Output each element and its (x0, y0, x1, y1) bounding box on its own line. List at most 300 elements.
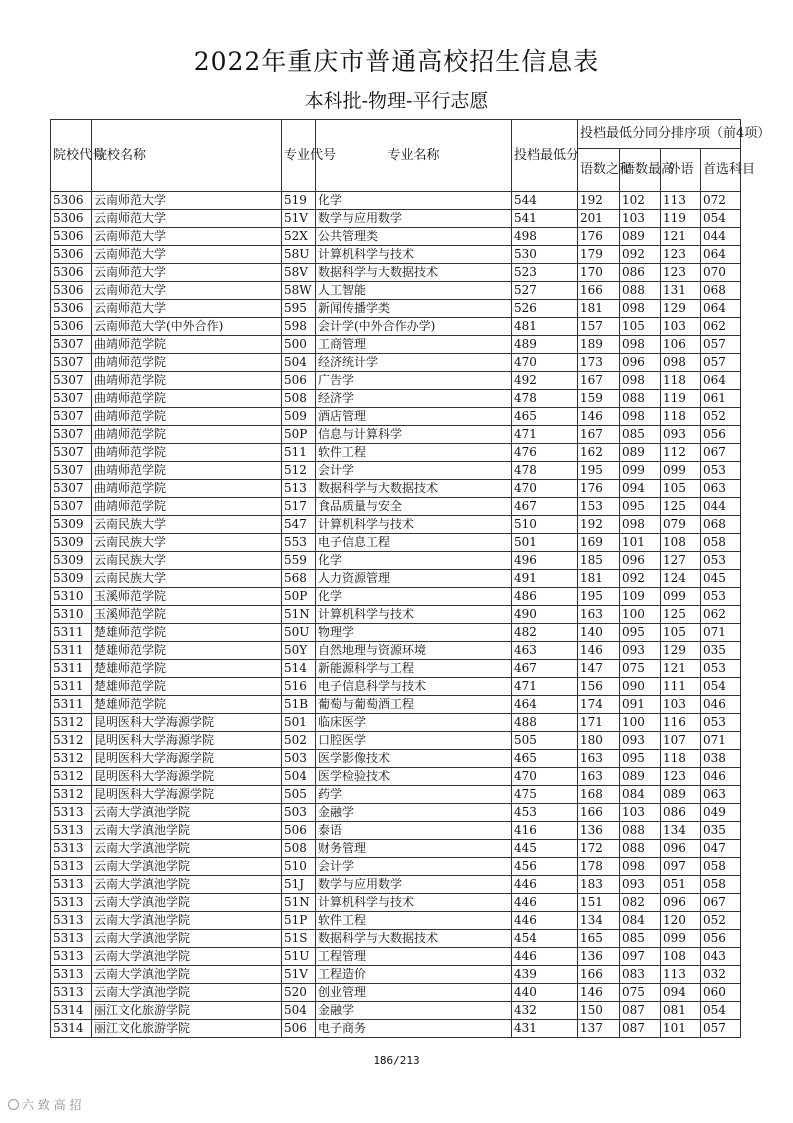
cell-school-name: 曲靖师范学院 (92, 462, 282, 480)
cell-school-name: 云南师范大学 (92, 282, 282, 300)
cell-school-code: 5307 (51, 426, 92, 444)
cell-english: 108 (661, 948, 701, 966)
cell-school-code: 5311 (51, 678, 92, 696)
cell-yushu-sum: 140 (578, 624, 620, 642)
cell-yushu-sum: 169 (578, 534, 620, 552)
cell-yushu-max: 109 (620, 588, 661, 606)
cell-yushu-sum: 195 (578, 588, 620, 606)
cell-major-name: 临床医学 (316, 714, 512, 732)
cell-school-name: 云南大学滇池学院 (92, 840, 282, 858)
cell-first-subject: 053 (701, 552, 741, 570)
cell-major-name: 广告学 (316, 372, 512, 390)
cell-major-code: 51V (282, 210, 316, 228)
cell-school-name: 云南师范大学 (92, 228, 282, 246)
cell-yushu-sum: 146 (578, 642, 620, 660)
cell-major-code: 50P (282, 588, 316, 606)
cell-yushu-max: 088 (620, 282, 661, 300)
cell-yushu-sum: 163 (578, 750, 620, 768)
header-major-code: 专业代号 (282, 120, 316, 192)
cell-first-subject: 052 (701, 912, 741, 930)
cell-yushu-sum: 174 (578, 696, 620, 714)
cell-min-score: 492 (512, 372, 578, 390)
header-english: 外语 (661, 149, 701, 192)
cell-yushu-max: 093 (620, 642, 661, 660)
table-row (51, 534, 741, 552)
cell-yushu-max: 099 (620, 462, 661, 480)
table-row (51, 246, 741, 264)
cell-school-code: 5309 (51, 534, 92, 552)
cell-yushu-sum: 201 (578, 210, 620, 228)
cell-major-code: 51P (282, 912, 316, 930)
cell-min-score: 464 (512, 696, 578, 714)
document-title: 2022年重庆市普通高校招生信息表 (193, 47, 600, 76)
cell-yushu-sum: 166 (578, 804, 620, 822)
cell-min-score: 470 (512, 480, 578, 498)
cell-english: 098 (661, 354, 701, 372)
cell-yushu-sum: 151 (578, 894, 620, 912)
cell-major-name: 工程造价 (316, 966, 512, 984)
cell-school-name: 云南大学滇池学院 (92, 912, 282, 930)
cell-min-score: 478 (512, 462, 578, 480)
cell-yushu-sum: 146 (578, 984, 620, 1002)
cell-yushu-sum: 153 (578, 498, 620, 516)
cell-school-name: 楚雄师范学院 (92, 678, 282, 696)
cell-min-score: 486 (512, 588, 578, 606)
cell-yushu-max: 088 (620, 390, 661, 408)
cell-school-name: 云南大学滇池学院 (92, 984, 282, 1002)
cell-school-name: 云南大学滇池学院 (92, 930, 282, 948)
cell-english: 108 (661, 534, 701, 552)
cell-major-name: 金融学 (316, 1002, 512, 1020)
cell-first-subject: 052 (701, 408, 741, 426)
watermark-text: 六 致 高 招 (22, 1098, 82, 1112)
cell-school-code: 5307 (51, 336, 92, 354)
cell-yushu-max: 089 (620, 444, 661, 462)
cell-school-name: 云南大学滇池学院 (92, 948, 282, 966)
cell-english: 118 (661, 372, 701, 390)
cell-school-name: 昆明医科大学海源学院 (92, 714, 282, 732)
cell-major-code: 503 (282, 804, 316, 822)
cell-school-code: 5313 (51, 948, 92, 966)
cell-major-name: 计算机科学与技术 (316, 606, 512, 624)
cell-yushu-max: 075 (620, 660, 661, 678)
header-min-score: 投档最低分 (512, 120, 578, 192)
cell-first-subject: 064 (701, 300, 741, 318)
cell-yushu-max: 097 (620, 948, 661, 966)
cell-first-subject: 032 (701, 966, 741, 984)
cell-school-name: 云南民族大学 (92, 570, 282, 588)
cell-major-code: 514 (282, 660, 316, 678)
cell-english: 119 (661, 390, 701, 408)
table-row (51, 282, 741, 300)
table-row (51, 408, 741, 426)
cell-school-code: 5306 (51, 246, 92, 264)
cell-first-subject: 068 (701, 516, 741, 534)
cell-school-code: 5309 (51, 552, 92, 570)
cell-school-code: 5312 (51, 714, 92, 732)
cell-yushu-max: 092 (620, 570, 661, 588)
table-row (51, 948, 741, 966)
cell-major-code: 50P (282, 426, 316, 444)
page-number: 186/213 (373, 1054, 420, 1067)
cell-english: 131 (661, 282, 701, 300)
cell-major-name: 食品质量与安全 (316, 498, 512, 516)
cell-first-subject: 061 (701, 390, 741, 408)
cell-yushu-max: 098 (620, 408, 661, 426)
table-row (51, 426, 741, 444)
cell-min-score: 482 (512, 624, 578, 642)
cell-major-name: 泰语 (316, 822, 512, 840)
cell-first-subject: 035 (701, 642, 741, 660)
cell-school-code: 5312 (51, 786, 92, 804)
cell-school-code: 5311 (51, 696, 92, 714)
table-row (51, 678, 741, 696)
cell-first-subject: 067 (701, 894, 741, 912)
cell-min-score: 439 (512, 966, 578, 984)
cell-yushu-max: 098 (620, 516, 661, 534)
cell-english: 113 (661, 192, 701, 210)
cell-yushu-max: 086 (620, 264, 661, 282)
cell-school-name: 曲靖师范学院 (92, 426, 282, 444)
table-row (51, 732, 741, 750)
cell-first-subject: 068 (701, 282, 741, 300)
cell-major-code: 51J (282, 876, 316, 894)
cell-school-name: 云南大学滇池学院 (92, 804, 282, 822)
cell-english: 118 (661, 408, 701, 426)
cell-school-code: 5313 (51, 894, 92, 912)
cell-min-score: 467 (512, 660, 578, 678)
cell-major-code: 504 (282, 768, 316, 786)
cell-major-code: 547 (282, 516, 316, 534)
cell-yushu-max: 085 (620, 426, 661, 444)
cell-school-code: 5307 (51, 372, 92, 390)
cell-min-score: 527 (512, 282, 578, 300)
table-row (51, 786, 741, 804)
cell-school-code: 5312 (51, 768, 92, 786)
cell-major-name: 软件工程 (316, 912, 512, 930)
cell-english: 112 (661, 444, 701, 462)
cell-major-name: 软件工程 (316, 444, 512, 462)
cell-first-subject: 056 (701, 426, 741, 444)
cell-english: 124 (661, 570, 701, 588)
cell-first-subject: 053 (701, 714, 741, 732)
cell-major-code: 505 (282, 786, 316, 804)
cell-major-name: 电子商务 (316, 1020, 512, 1038)
cell-yushu-max: 088 (620, 822, 661, 840)
cell-school-code: 5311 (51, 642, 92, 660)
cell-yushu-sum: 162 (578, 444, 620, 462)
cell-yushu-sum: 163 (578, 768, 620, 786)
cell-yushu-max: 103 (620, 210, 661, 228)
cell-first-subject: 049 (701, 804, 741, 822)
table-row (51, 750, 741, 768)
cell-school-code: 5309 (51, 570, 92, 588)
table-row (51, 804, 741, 822)
table-row (51, 192, 741, 210)
cell-first-subject: 060 (701, 984, 741, 1002)
cell-english: 134 (661, 822, 701, 840)
cell-school-code: 5312 (51, 750, 92, 768)
cell-major-name: 葡萄与葡萄酒工程 (316, 696, 512, 714)
table-row (51, 480, 741, 498)
cell-school-code: 5313 (51, 840, 92, 858)
cell-school-code: 5310 (51, 606, 92, 624)
cell-english: 099 (661, 930, 701, 948)
table-row (51, 300, 741, 318)
cell-school-name: 云南大学滇池学院 (92, 966, 282, 984)
cell-yushu-max: 105 (620, 318, 661, 336)
cell-major-name: 会计学 (316, 462, 512, 480)
cell-major-code: 51N (282, 894, 316, 912)
cell-yushu-sum: 157 (578, 318, 620, 336)
cell-first-subject: 044 (701, 228, 741, 246)
cell-min-score: 446 (512, 912, 578, 930)
cell-yushu-sum: 167 (578, 426, 620, 444)
cell-major-code: 58U (282, 246, 316, 264)
header-school-code: 院校代号 (51, 120, 92, 192)
table-row (51, 912, 741, 930)
cell-first-subject: 062 (701, 606, 741, 624)
cell-yushu-max: 094 (620, 480, 661, 498)
cell-min-score: 453 (512, 804, 578, 822)
cell-school-name: 云南民族大学 (92, 516, 282, 534)
table-row (51, 1020, 741, 1038)
cell-school-name: 云南大学滇池学院 (92, 894, 282, 912)
cell-yushu-sum: 178 (578, 858, 620, 876)
cell-school-name: 楚雄师范学院 (92, 624, 282, 642)
cell-yushu-max: 083 (620, 966, 661, 984)
cell-yushu-max: 089 (620, 768, 661, 786)
cell-school-name: 云南师范大学 (92, 210, 282, 228)
cell-min-score: 544 (512, 192, 578, 210)
cell-school-code: 5307 (51, 354, 92, 372)
cell-first-subject: 053 (701, 588, 741, 606)
table-body (51, 192, 741, 1038)
cell-yushu-sum: 180 (578, 732, 620, 750)
cell-min-score: 488 (512, 714, 578, 732)
cell-major-name: 会计学(中外合作办学) (316, 318, 512, 336)
cell-english: 079 (661, 516, 701, 534)
cell-major-name: 化学 (316, 192, 512, 210)
cell-school-code: 5307 (51, 444, 92, 462)
table-row (51, 354, 741, 372)
cell-yushu-sum: 150 (578, 1002, 620, 1020)
table-row (51, 858, 741, 876)
cell-school-name: 云南师范大学 (92, 246, 282, 264)
cell-major-code: 568 (282, 570, 316, 588)
cell-min-score: 446 (512, 876, 578, 894)
cell-english: 103 (661, 318, 701, 336)
cell-school-name: 楚雄师范学院 (92, 696, 282, 714)
cell-yushu-sum: 176 (578, 228, 620, 246)
cell-major-name: 电子信息工程 (316, 534, 512, 552)
cell-min-score: 467 (512, 498, 578, 516)
cell-first-subject: 056 (701, 930, 741, 948)
cell-min-score: 446 (512, 948, 578, 966)
cell-yushu-sum: 195 (578, 462, 620, 480)
cell-school-code: 5306 (51, 264, 92, 282)
cell-first-subject: 046 (701, 768, 741, 786)
cell-major-code: 504 (282, 354, 316, 372)
table-row (51, 228, 741, 246)
cell-english: 101 (661, 1020, 701, 1038)
cell-yushu-max: 089 (620, 228, 661, 246)
cell-school-code: 5306 (51, 300, 92, 318)
cell-school-code: 5310 (51, 588, 92, 606)
cell-first-subject: 057 (701, 354, 741, 372)
cell-school-name: 昆明医科大学海源学院 (92, 732, 282, 750)
table-row (51, 606, 741, 624)
cell-yushu-sum: 159 (578, 390, 620, 408)
cell-major-code: 50Y (282, 642, 316, 660)
cell-english: 123 (661, 768, 701, 786)
cell-min-score: 465 (512, 408, 578, 426)
cell-min-score: 541 (512, 210, 578, 228)
cell-school-name: 曲靖师范学院 (92, 336, 282, 354)
table-row (51, 840, 741, 858)
table-row (51, 714, 741, 732)
cell-min-score: 471 (512, 426, 578, 444)
cell-major-name: 计算机科学与技术 (316, 516, 512, 534)
table-row (51, 768, 741, 786)
cell-min-score: 445 (512, 840, 578, 858)
cell-min-score: 456 (512, 858, 578, 876)
cell-first-subject: 058 (701, 876, 741, 894)
cell-school-name: 云南民族大学 (92, 534, 282, 552)
cell-school-name: 云南大学滇池学院 (92, 822, 282, 840)
cell-min-score: 432 (512, 1002, 578, 1020)
cell-school-name: 玉溪师范学院 (92, 588, 282, 606)
table-row (51, 894, 741, 912)
table-row (51, 822, 741, 840)
cell-school-name: 曲靖师范学院 (92, 354, 282, 372)
cell-min-score: 523 (512, 264, 578, 282)
table-row (51, 570, 741, 588)
cell-major-name: 数据科学与大数据技术 (316, 264, 512, 282)
cell-first-subject: 053 (701, 660, 741, 678)
cell-english: 129 (661, 642, 701, 660)
cell-major-code: 509 (282, 408, 316, 426)
cell-school-name: 丽江文化旅游学院 (92, 1020, 282, 1038)
cell-major-code: 519 (282, 192, 316, 210)
cell-min-score: 489 (512, 336, 578, 354)
cell-english: 099 (661, 462, 701, 480)
cell-school-name: 玉溪师范学院 (92, 606, 282, 624)
cell-first-subject: 071 (701, 732, 741, 750)
cell-school-code: 5313 (51, 876, 92, 894)
header-yushu-sum: 语数之和 (578, 149, 620, 192)
cell-english: 096 (661, 840, 701, 858)
cell-first-subject: 062 (701, 318, 741, 336)
cell-school-name: 昆明医科大学海源学院 (92, 768, 282, 786)
cell-english: 121 (661, 228, 701, 246)
cell-school-code: 5306 (51, 318, 92, 336)
cell-major-code: 50U (282, 624, 316, 642)
table-row (51, 318, 741, 336)
cell-english: 125 (661, 498, 701, 516)
header-yushu-max: 语数最高 (620, 149, 661, 192)
cell-school-name: 云南师范大学(中外合作) (92, 318, 282, 336)
table-row (51, 660, 741, 678)
cell-yushu-sum: 176 (578, 480, 620, 498)
cell-english: 113 (661, 966, 701, 984)
cell-major-name: 数学与应用数学 (316, 876, 512, 894)
cell-min-score: 478 (512, 390, 578, 408)
cell-first-subject: 057 (701, 336, 741, 354)
cell-min-score: 454 (512, 930, 578, 948)
cell-school-name: 曲靖师范学院 (92, 498, 282, 516)
cell-major-name: 财务管理 (316, 840, 512, 858)
cell-yushu-sum: 165 (578, 930, 620, 948)
cell-school-code: 5307 (51, 390, 92, 408)
cell-school-code: 5307 (51, 480, 92, 498)
cell-yushu-sum: 168 (578, 786, 620, 804)
cell-first-subject: 071 (701, 624, 741, 642)
watermark (8, 1096, 81, 1113)
cell-school-name: 云南大学滇池学院 (92, 858, 282, 876)
cell-min-score: 416 (512, 822, 578, 840)
cell-yushu-max: 100 (620, 714, 661, 732)
cell-yushu-max: 098 (620, 372, 661, 390)
cell-yushu-sum: 134 (578, 912, 620, 930)
cell-major-name: 口腔医学 (316, 732, 512, 750)
cell-yushu-max: 090 (620, 678, 661, 696)
cell-major-code: 508 (282, 390, 316, 408)
cell-major-code: 503 (282, 750, 316, 768)
cell-min-score: 501 (512, 534, 578, 552)
cell-school-name: 曲靖师范学院 (92, 480, 282, 498)
cell-english: 105 (661, 480, 701, 498)
cell-school-code: 5314 (51, 1020, 92, 1038)
cell-major-name: 工商管理 (316, 336, 512, 354)
cell-yushu-sum: 172 (578, 840, 620, 858)
cell-english: 123 (661, 264, 701, 282)
cell-major-code: 520 (282, 984, 316, 1002)
cell-major-name: 工程管理 (316, 948, 512, 966)
cell-major-code: 595 (282, 300, 316, 318)
cell-min-score: 476 (512, 444, 578, 462)
cell-major-name: 计算机科学与技术 (316, 894, 512, 912)
document-subtitle: 本科批-物理-平行志愿 (304, 90, 489, 112)
cell-english: 111 (661, 678, 701, 696)
cell-english: 106 (661, 336, 701, 354)
cell-school-code: 5311 (51, 624, 92, 642)
cell-english: 125 (661, 606, 701, 624)
table-row (51, 336, 741, 354)
cell-major-name: 人力资源管理 (316, 570, 512, 588)
table-row (51, 444, 741, 462)
cell-major-name: 经济学 (316, 390, 512, 408)
cell-major-name: 公共管理类 (316, 228, 512, 246)
cell-yushu-sum: 192 (578, 516, 620, 534)
cell-major-code: 502 (282, 732, 316, 750)
cell-major-name: 数据科学与大数据技术 (316, 480, 512, 498)
cell-major-code: 51B (282, 696, 316, 714)
cell-first-subject: 064 (701, 372, 741, 390)
cell-yushu-max: 087 (620, 1002, 661, 1020)
cell-yushu-sum: 146 (578, 408, 620, 426)
cell-english: 081 (661, 1002, 701, 1020)
header-tie-group: 投档最低分同分排序项（前4项） (578, 120, 741, 149)
cell-major-name: 酒店管理 (316, 408, 512, 426)
table-row (51, 498, 741, 516)
cell-yushu-max: 103 (620, 804, 661, 822)
table-row (51, 624, 741, 642)
cell-school-code: 5306 (51, 192, 92, 210)
table-row (51, 930, 741, 948)
cell-school-code: 5307 (51, 498, 92, 516)
cell-major-name: 化学 (316, 588, 512, 606)
